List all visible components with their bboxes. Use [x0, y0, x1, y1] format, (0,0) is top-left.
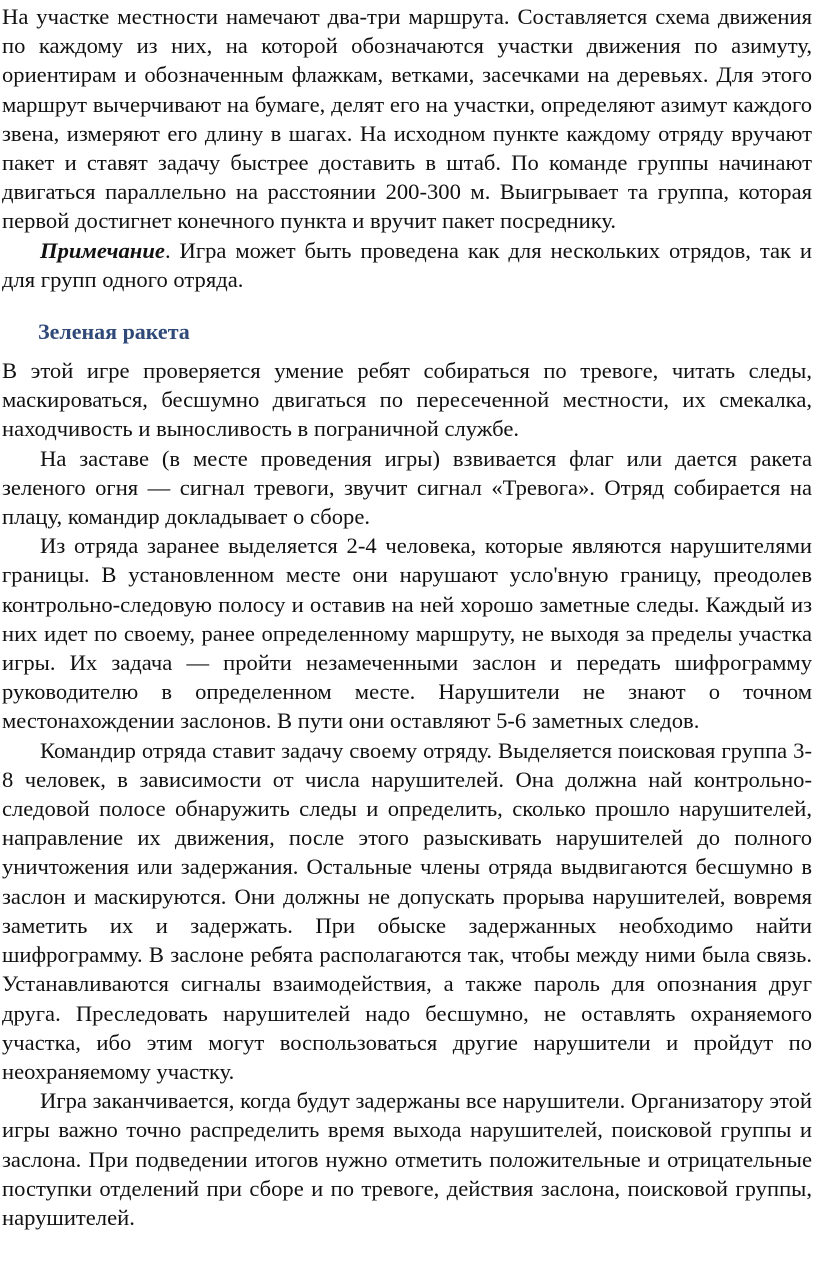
note-text: . Игра может быть проведена как для нескольких отрядов, так и для групп одного отряда.: [2, 237, 812, 292]
paragraph-alarm-signal: На заставе (в месте проведения игры) взвивается флаг или дается ракета зеленого огня — сигнал тревоги, звучит сигнал «Тревога». Отряд собирается на плацу, командир докладывает о сборе.: [2, 445, 812, 530]
paragraph-game-end: Игра заканчивается, когда будут задержаны все нарушители. Организатору этой игры важно точно распределить время выхода нарушителей, поисковой группы и заслона. При подведении итогов нужно отметить положительные и отрицательные поступки отделений при сборе и по тревоге, действия заслона, поисковой группы, нарушителей.: [2, 1088, 812, 1230]
paragraph-note: [2, 236, 812, 294]
note-label: Примечание: [40, 237, 165, 263]
paragraph-border-violators: Из отряда заранее выделяется 2-4 человека, которые являются нарушителями границы. В установленном месте они нарушают усло'вную границу, преодолев контрольно-следовую полосу и оставив на ней хорошо заметные следы. Каждый из них идет по своему, ранее определенному маршруту, не выходя за пределы участка игры. Их задача — пройти незамеченными заслон и передать шифрограмму руководителю в определенном месте. Нарушители не знают о точном местонахождении заслонов. В пути они оставляют 5-6 заметных следов.: [2, 533, 812, 734]
section-title: Зеленая ракета: [38, 319, 190, 345]
paragraph-search-group: Командир отряда ставит задачу своему отряду. Выделяется поисковая группа 3-8 человек, в зависимости от числа нарушителей. Она должна най контрольно-следовой полосе обнаружить следы и определить, сколько прошло нарушителей, направление их движения, после этого разыскивать нарушителей до полного уничтожения или задержания. Остальные члены отряда выдвигаются бесшумно в заслон и маскируются. Они должны не допускать прорыва нарушителей, вовремя заметить их и задержать. При обыске задержанных необходимо найти шифрограмму. В заслоне ребята располагаются так, чтобы между ними была связь. Устанавливаются сигналы взаимодействия, а также пароль для опознания друг друга. Преследовать нарушителей надо бесшумно, не оставлять охраняемого участка, ибо этим могут воспользоваться другие нарушители и пройдут по неохраняемому участку.: [2, 737, 812, 1084]
paragraph-route-description: На участке местности намечают два-три маршрута. Составляется схема движения по каждому из них, на которой обозначаются участки движения по азимуту, ориентирам и обозначенным флажкам, ветками, засечками на деревьях. Для этого маршрут вычерчивают на бумаге, делят его на участки, определяют азимут каждого звена, измеряют его длину в шагах. На исходном пункте каждому отряду вручают пакет и ставят задачу быстрее доставить в штаб. По команде группы начинают двигаться параллельно на расстоянии 200-300 м. Выигрывает та группа, которая первой достигнет конечного пункта и вручит пакет посреднику.: [2, 4, 812, 234]
paragraph-game-purpose: В этой игре проверяется умение ребят собираться по тревоге, читать следы, маскироваться, бесшумно двигаться по пересеченной местности, их смекалка, находчивость и выносливость в пограничной службе.: [2, 358, 812, 442]
